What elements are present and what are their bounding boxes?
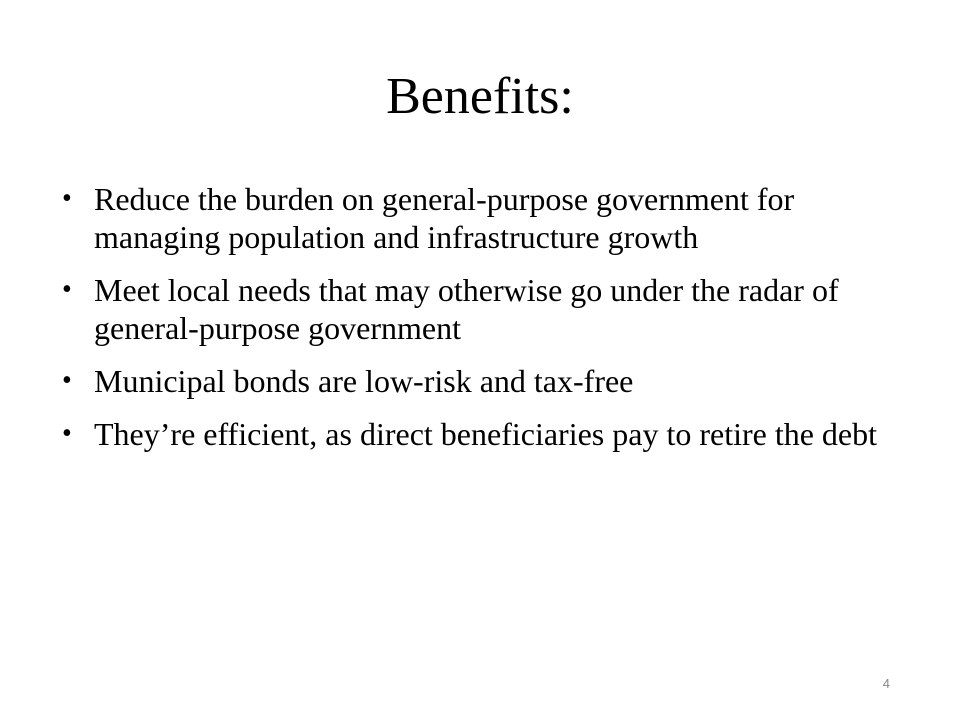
bullet-text: Municipal bonds are low-risk and tax-free [94,363,634,399]
bullet-item [60,180,910,256]
bullet-item [60,271,910,347]
bullet-dot-icon: • [62,418,72,449]
bullet-dot-icon: • [62,365,72,396]
bullet-text: Reduce the burden on general-purpose government for managing population and infrastructure growth [94,181,795,255]
bullet-item [60,415,910,453]
bullet-dot-icon: • [62,274,72,305]
bullet-text: Meet local needs that may otherwise go under the radar of general-purpose government [94,272,839,346]
slide-title: Benefits: [386,68,574,125]
page-number: 4 [882,676,890,691]
bullet-dot-icon: • [62,183,72,214]
bullet-item [60,362,910,400]
bullet-text: They’re efficient, as direct beneficiaries pay to retire the debt [94,416,878,452]
bullet-list [60,180,910,468]
